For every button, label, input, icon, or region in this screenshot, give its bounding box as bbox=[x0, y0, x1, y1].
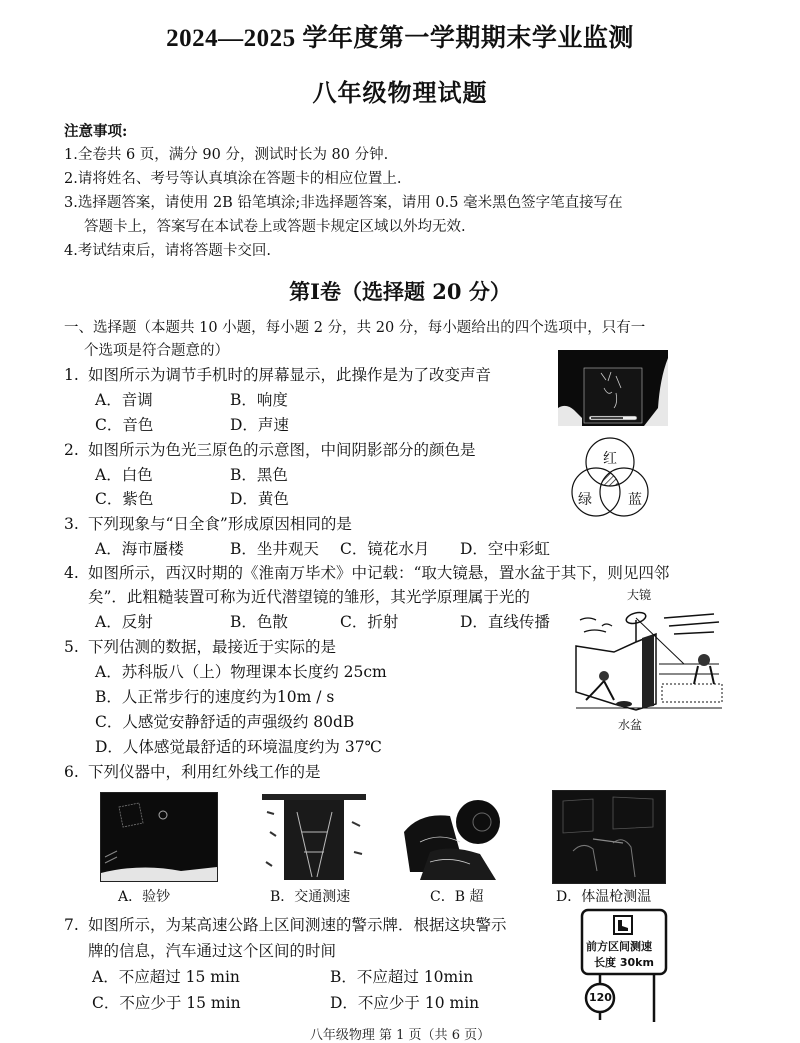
question-stem: 下列仪器中，利用红外线工作的是 bbox=[88, 763, 321, 781]
question-number: 7. bbox=[64, 916, 79, 934]
option-c[interactable]: C．音色 bbox=[95, 416, 154, 434]
option-c[interactable]: C．B 超 bbox=[430, 889, 484, 905]
option-d[interactable]: D．黄色 bbox=[230, 490, 289, 508]
label-water-basin: 水盆 bbox=[618, 718, 643, 732]
notice-item: 1.全卷共 6 页，满分 90 分，测试时长为 80 分钟. bbox=[64, 147, 389, 163]
venn-label-green: 绿 bbox=[578, 492, 592, 508]
option-c[interactable]: C．折射 bbox=[340, 613, 399, 631]
option-c[interactable]: C．镜花水月 bbox=[340, 540, 430, 558]
photo-b-ultrasound bbox=[400, 792, 504, 880]
option-a[interactable]: A．音调 bbox=[95, 391, 153, 409]
option-d[interactable]: D．空中彩虹 bbox=[460, 540, 550, 558]
option-b[interactable]: B．坐井观天 bbox=[230, 540, 319, 558]
question-stem: 矣”．此粗糙装置可称为近代潜望镜的雏形，其光学原理属于光的 bbox=[88, 588, 530, 606]
phone-volume-photo bbox=[556, 348, 670, 428]
option-a[interactable]: A．白色 bbox=[95, 466, 153, 484]
periscope-illustration bbox=[574, 586, 724, 736]
section-instruction: 个选项是符合题意的） bbox=[84, 343, 229, 359]
notice-item: 3.选择题答案，请使用 2B 铅笔填涂;非选择题答案，请用 0.5 毫米黑色签字笔直接写在 bbox=[64, 195, 623, 211]
option-d[interactable]: D．直线传播 bbox=[460, 613, 550, 631]
photo-banknote-verification bbox=[100, 792, 218, 882]
sign-text-length: 长度 30km bbox=[594, 956, 654, 969]
exam-title: 2024—2025 学年度第一学期期末学业监测 bbox=[166, 25, 634, 52]
exam-subtitle: 八年级物理试题 bbox=[312, 81, 488, 107]
page-footer: 八年级物理 第 1 页（共 6 页） bbox=[309, 1028, 491, 1043]
option-b[interactable]: B．黑色 bbox=[230, 466, 288, 484]
question-number: 4. bbox=[64, 564, 79, 582]
notice-heading: 注意事项: bbox=[64, 123, 128, 140]
photo-thermometer-gun bbox=[552, 790, 666, 884]
question-stem: 如图所示为调节手机时的屏幕显示，此操作是为了改变声音 bbox=[88, 366, 492, 384]
option-b[interactable]: B．交通测速 bbox=[270, 889, 351, 905]
option-b[interactable]: B．色散 bbox=[230, 613, 288, 631]
option-c[interactable]: C．紫色 bbox=[95, 490, 154, 508]
section-title: 第Ⅰ卷（选择题 20 分） bbox=[289, 279, 511, 304]
option-a[interactable]: A．不应超过 15 min bbox=[92, 968, 240, 986]
label-big-mirror: 大镜 bbox=[627, 588, 652, 602]
question-number: 5. bbox=[64, 638, 79, 656]
question-stem: 如图所示，西汉时期的《淮南万毕术》中记载：“取大镜悬，置水盆于其下，则见四邻 bbox=[88, 564, 670, 582]
option-a[interactable]: A．苏科版八（上）物理课本长度约 25cm bbox=[95, 663, 387, 681]
speed-section-sign bbox=[578, 908, 678, 1024]
question-stem: 牌的信息，汽车通过这个区间的时间 bbox=[88, 942, 337, 960]
question-stem: 如图所示，为某高速公路上区间测速的警示牌．根据这块警示 bbox=[88, 916, 507, 934]
option-b[interactable]: B．响度 bbox=[230, 391, 288, 409]
option-b[interactable]: B．人正常步行的速度约为10m / s bbox=[95, 688, 335, 706]
venn-label-red: 红 bbox=[603, 451, 617, 467]
option-a[interactable]: A．海市蜃楼 bbox=[95, 540, 184, 558]
notice-item: 2.请将姓名、考号等认真填涂在答题卡的相应位置上. bbox=[64, 171, 402, 187]
color-venn-diagram bbox=[568, 436, 652, 522]
venn-label-blue: 蓝 bbox=[628, 492, 642, 508]
question-stem: 下列现象与“日全食”形成原因相同的是 bbox=[88, 515, 352, 533]
question-number: 1. bbox=[64, 366, 79, 384]
speed-limit-sign: 120 bbox=[589, 991, 612, 1004]
question-stem: 如图所示为色光三原色的示意图，中间阴影部分的颜色是 bbox=[88, 441, 476, 459]
question-number: 2. bbox=[64, 441, 79, 459]
option-d[interactable]: D．人体感觉最舒适的环境温度约为 37℃ bbox=[95, 738, 382, 756]
option-d[interactable]: D．声速 bbox=[230, 416, 289, 434]
notice-item: 4.考试结束后，请将答题卡交回. bbox=[64, 243, 271, 259]
question-number: 6. bbox=[64, 763, 79, 781]
notice-item: 答题卡上，答案写在本试卷上或答题卡规定区域以外均无效. bbox=[84, 219, 466, 235]
option-d[interactable]: D．不应少于 10 min bbox=[330, 994, 480, 1012]
question-stem: 下列估测的数据，最接近于实际的是 bbox=[88, 638, 337, 656]
sign-text-section: 前方区间测速 bbox=[586, 940, 652, 953]
option-c[interactable]: C．人感觉安静舒适的声强级约 80dB bbox=[95, 713, 355, 731]
option-a[interactable]: A．反射 bbox=[95, 613, 153, 631]
option-c[interactable]: C．不应少于 15 min bbox=[92, 994, 241, 1012]
option-d[interactable]: D．体温枪测温 bbox=[556, 889, 652, 905]
question-number: 3. bbox=[64, 515, 79, 533]
photo-traffic-speed-detection bbox=[262, 792, 366, 880]
option-b[interactable]: B．不应超过 10min bbox=[330, 968, 474, 986]
section-instruction: 一、选择题（本题共 10 小题，每小题 2 分，共 20 分，每小题给出的四个选项中，只有一 bbox=[64, 320, 646, 336]
option-a[interactable]: A．验钞 bbox=[118, 889, 171, 905]
